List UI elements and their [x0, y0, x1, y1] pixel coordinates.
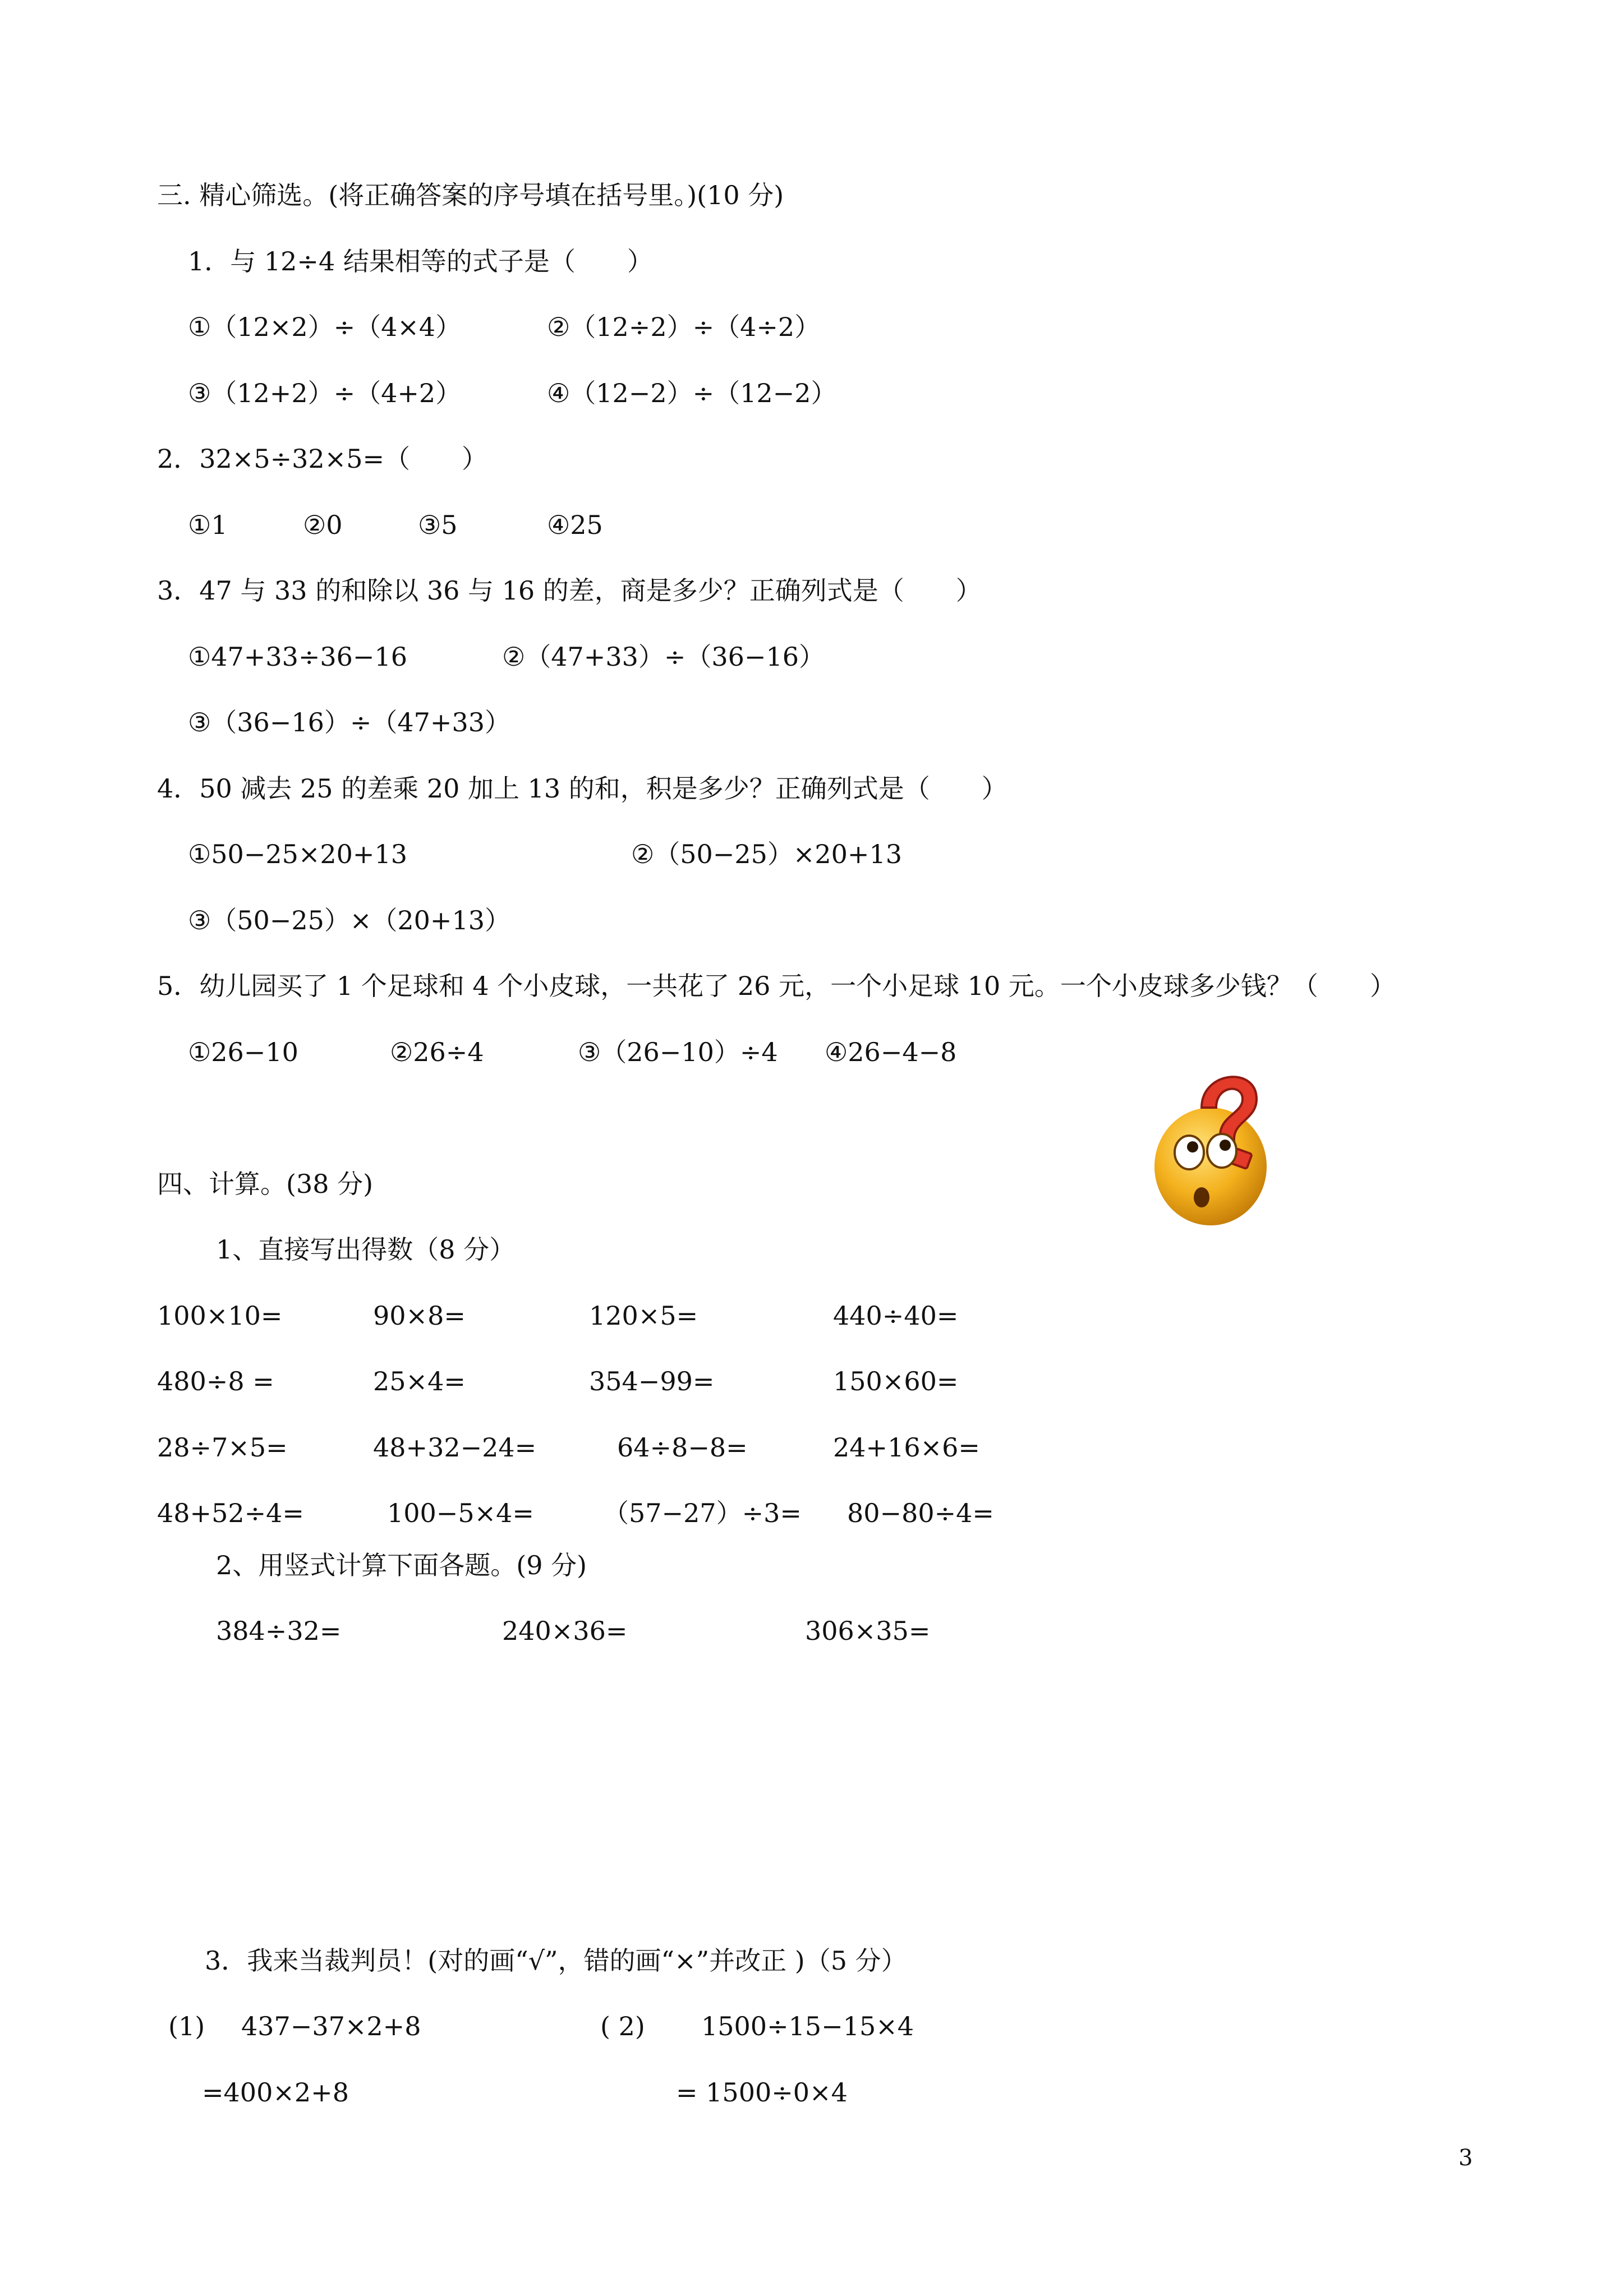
q4-option-a: ①50−25×20+13 — [188, 839, 407, 869]
oral-calc-cell: 150×60= — [833, 1366, 959, 1396]
q2-option-b: ②0 — [303, 510, 343, 540]
oral-calc-cell: 24+16×6= — [833, 1432, 980, 1463]
judge-a-expression: 437−37×2+8 — [241, 2011, 421, 2041]
oral-calc-cell: 100×10= — [157, 1301, 283, 1331]
page-number: 3 — [1459, 2145, 1473, 2171]
q5-option-b: ②26÷4 — [390, 1037, 484, 1067]
q2-option-d: ④25 — [547, 510, 603, 540]
q1-stem: 1．与 12÷4 结果相等的式子是（ ） — [188, 246, 653, 276]
judge-b-expression: 1500÷15−15×4 — [701, 2011, 914, 2041]
oral-calc-cell: 440÷40= — [833, 1301, 959, 1331]
q1-option-b: ②（12÷2）÷（4÷2） — [547, 312, 821, 342]
q2-stem: 2．32×5÷32×5=（ ） — [157, 444, 488, 474]
oral-calc-cell: 90×8= — [373, 1301, 466, 1331]
confused-face-question-mark-icon — [1150, 1054, 1279, 1228]
vertical-calc-item: 384÷32= — [216, 1616, 342, 1646]
section4-sub2-title: 2、用竖式计算下面各题。(9 分) — [216, 1550, 587, 1580]
section3-title: 三. 精心筛选。(将正确答案的序号填在括号里。)(10 分) — [157, 180, 784, 210]
q1-option-a: ①（12×2）÷（4×4） — [188, 312, 462, 342]
q5-option-c: ③（26−10）÷4 — [578, 1037, 778, 1067]
q5-option-d: ④26−4−8 — [825, 1037, 957, 1067]
q5-option-a: ①26−10 — [188, 1037, 298, 1067]
judge-a-step: =400×2+8 — [202, 2077, 349, 2108]
judge-b-label: ( 2) — [600, 2011, 645, 2041]
q2-option-a: ①1 — [188, 510, 228, 540]
oral-calc-cell: 48+32−24= — [373, 1432, 537, 1463]
oral-calc-cell: 25×4= — [373, 1366, 466, 1396]
oral-calc-cell: 120×5= — [589, 1301, 698, 1331]
q3-option-a: ①47+33÷36−16 — [188, 642, 407, 672]
q3-option-b: ②（47+33）÷（36−16） — [502, 642, 825, 672]
section4-sub1-title: 1、直接写出得数（8 分） — [216, 1234, 516, 1265]
oral-calc-cell: 354−99= — [589, 1366, 715, 1396]
q4-stem: 4．50 减去 25 的差乘 20 加上 13 的和，积是多少？正确列式是（ ） — [157, 773, 1007, 804]
vertical-calc-item: 306×35= — [805, 1616, 931, 1646]
q1-option-d: ④（12−2）÷（12−2） — [547, 378, 837, 408]
vertical-calc-item: 240×36= — [502, 1616, 628, 1646]
oral-calc-cell: 480÷8 = — [157, 1366, 274, 1396]
oral-calc-cell: 48+52÷4= — [157, 1498, 304, 1528]
q3-stem: 3．47 与 33 的和除以 36 与 16 的差，商是多少？正确列式是（ ） — [157, 575, 982, 606]
q4-option-c: ③（50−25）×（20+13） — [188, 905, 510, 935]
judge-b-step: = 1500÷0×4 — [676, 2077, 848, 2108]
q1-option-c: ③（12+2）÷（4+2） — [188, 378, 462, 408]
oral-calc-cell: 80−80÷4= — [847, 1498, 994, 1528]
oral-calc-cell: 100−5×4= — [387, 1498, 534, 1528]
section4-sub3-title: 3．我来当裁判员！(对的画“√”，错的画“×”并改正 )（5 分） — [205, 1945, 907, 1976]
judge-a-label: (1) — [168, 2011, 205, 2041]
oral-calc-cell: 64÷8−8= — [617, 1432, 748, 1463]
q3-option-c: ③（36−16）÷（47+33） — [188, 707, 510, 737]
q4-option-b: ②（50−25）×20+13 — [631, 839, 902, 869]
section4-title: 四、计算。(38 分) — [157, 1169, 374, 1199]
oral-calc-cell: （57−27）÷3= — [603, 1498, 802, 1528]
q5-stem: 5．幼儿园买了 1 个足球和 4 个小皮球，一共花了 26 元，一个小足球 10 元。一个小皮球多少钱？（ ） — [157, 971, 1396, 1001]
oral-calc-cell: 28÷7×5= — [157, 1432, 288, 1463]
q2-option-c: ③5 — [418, 510, 458, 540]
